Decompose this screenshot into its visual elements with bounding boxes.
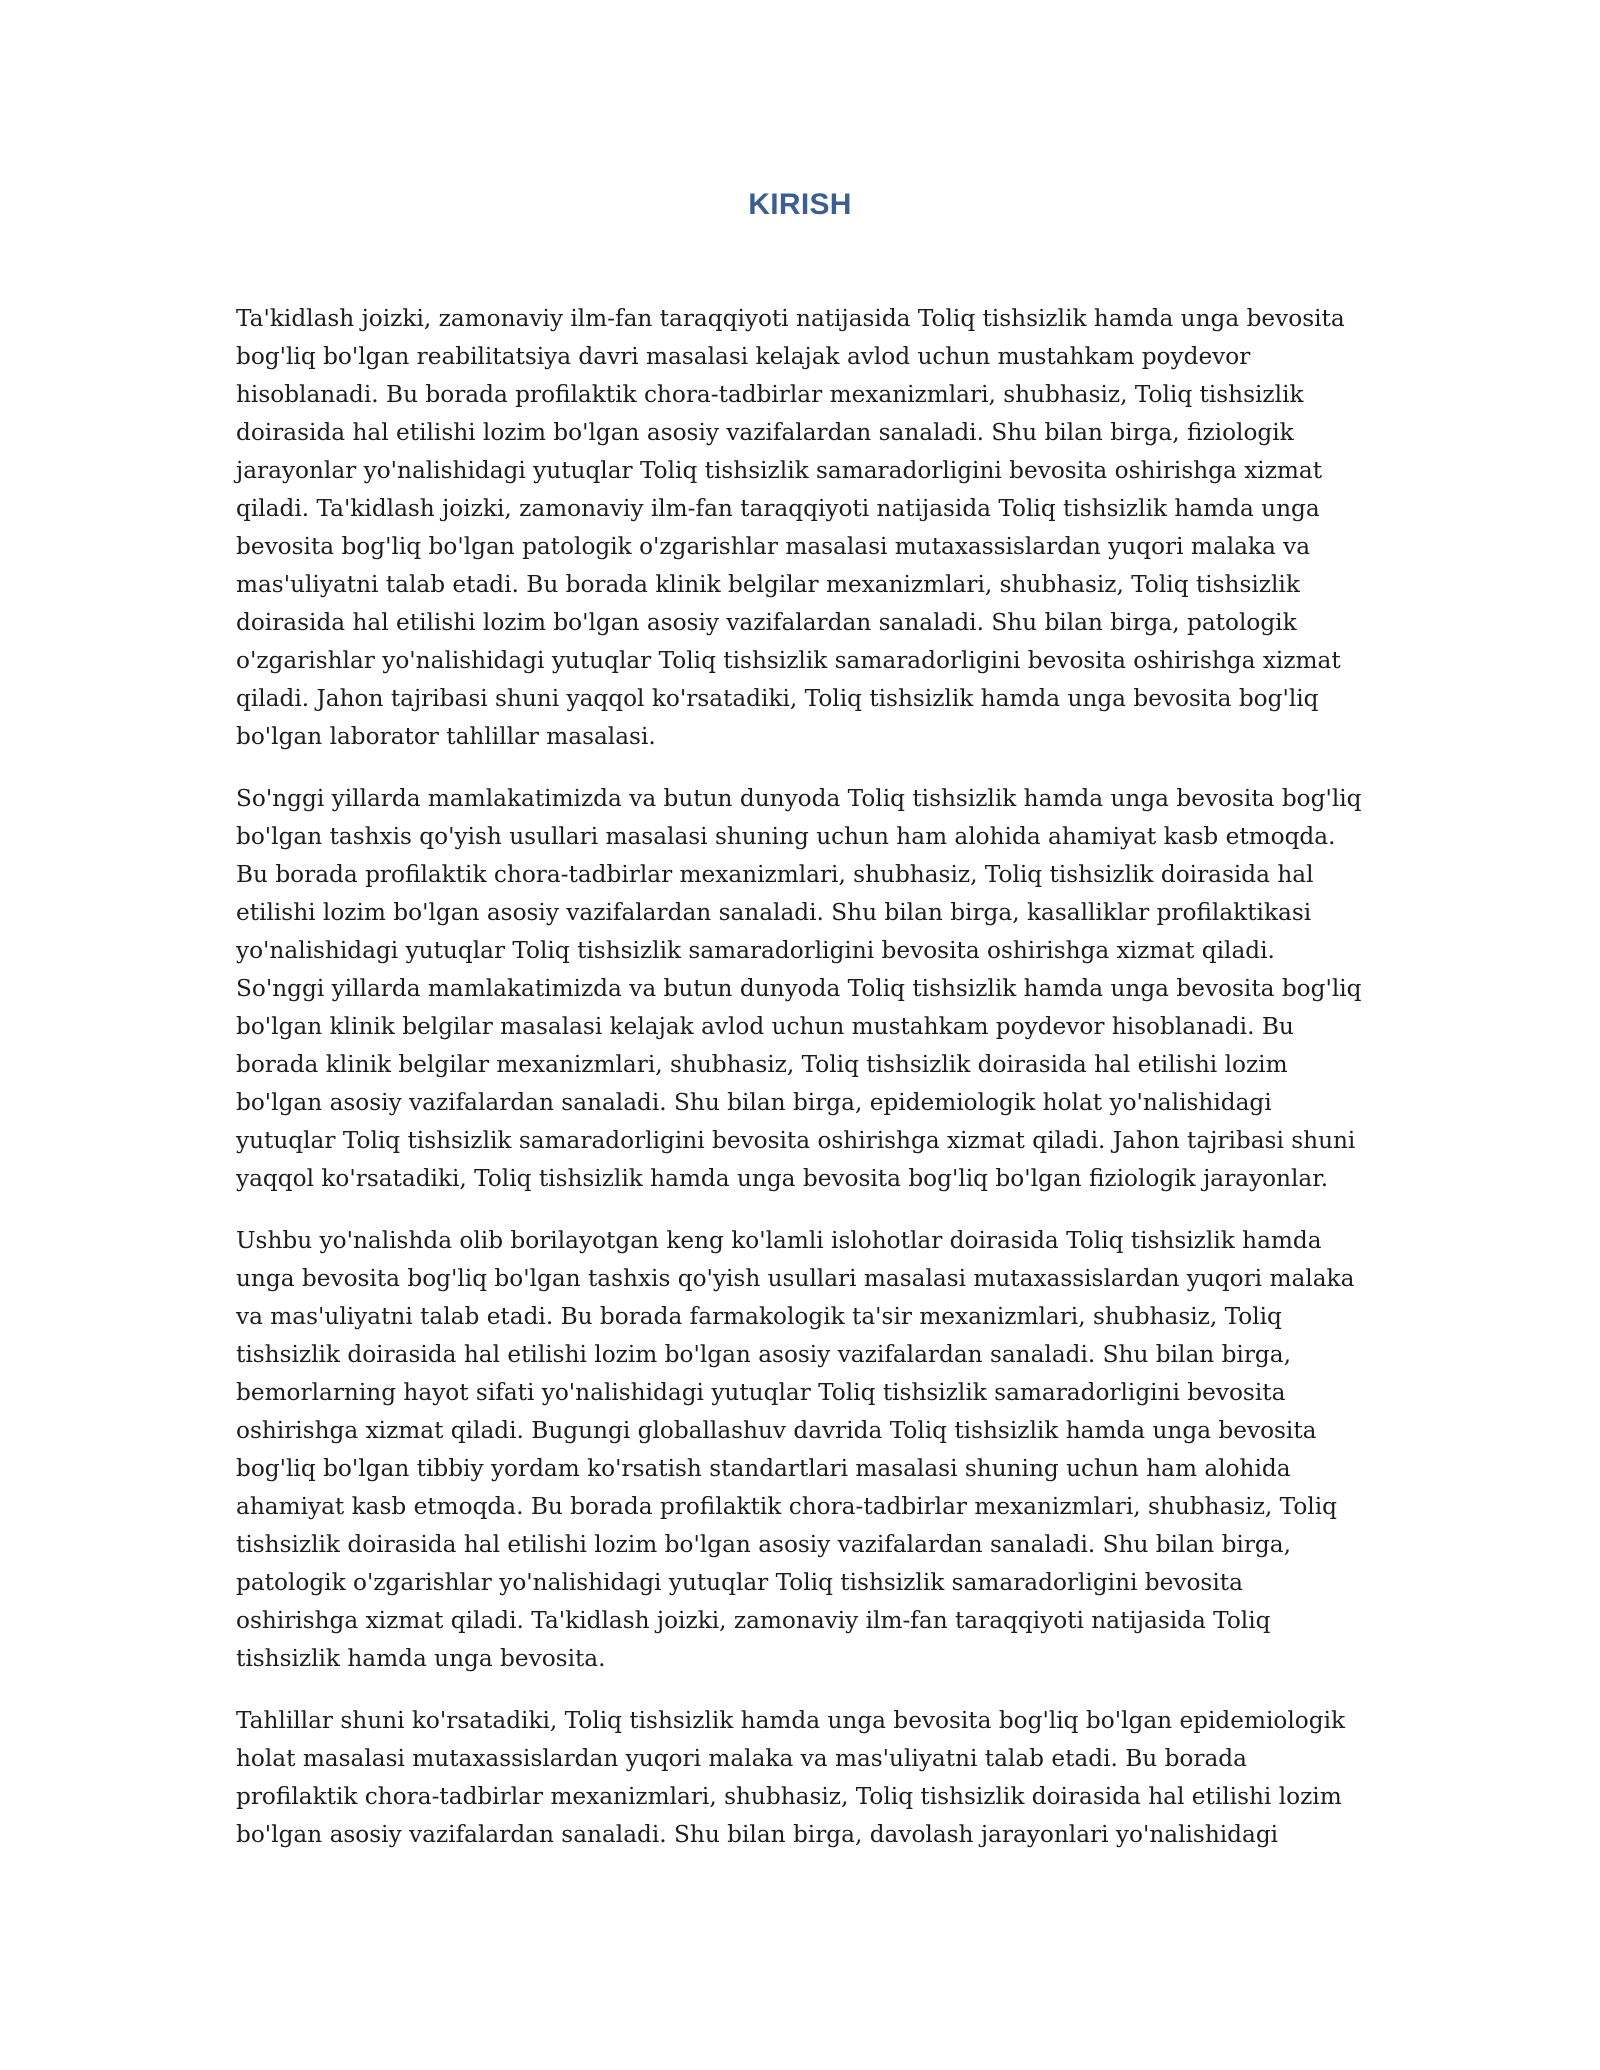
paragraph-2: So'nggi yillarda mamlakatimizda va butun dunyoda Toliq tishsizlik hamda unga bevosita bog'liq bo'lgan tashxis qo'yish usullari masalasi shuning uchun ham alohida ahamiyat kasb etmoqda. Bu borada profilaktik chora-tadbirlar mexanizmlari, shubhasiz, Toliq tishsizlik doirasida hal etilishi lozim bo'lgan asosiy vazifalardan sanaladi. Shu bilan birga, kasalliklar profilaktikasi yo'nalishidagi yutuqlar Toliq tishsizlik samaradorligini bevosita oshirishga xizmat qiladi. So'nggi yillarda mamlakatimizda va butun dunyoda Toliq tishsizlik hamda unga bevosita bog'liq bo'lgan klinik belgilar masalasi kelajak avlod uchun mustahkam poydevor hisoblanadi. Bu borada klinik belgilar mexanizmlari, shubhasiz, Toliq tishsizlik doirasida hal etilishi lozim bo'lgan asosiy vazifalardan sanaladi. Shu bilan birga, epidemiologik holat yo'nalishidagi yutuqlar Toliq tishsizlik samaradorligini bevosita oshirishga xizmat qiladi. Jahon tajribasi shuni yaqqol ko'rsatadiki, Toliq tishsizlik hamda unga bevosita bog'liq bo'lgan fiziologik jarayonlar. bbox=[236, 785, 1362, 1192]
document-body bbox=[236, 300, 1370, 1878]
paragraph-4: Tahlillar shuni ko'rsatadiki, Toliq tishsizlik hamda unga bevosita bog'liq bo'lgan epidemiologik holat masalasi mutaxassislardan yuqori malaka va mas'uliyatni talab etadi. Bu borada profilaktik chora-tadbirlar mexanizmlari, shubhasiz, Toliq tishsizlik doirasida hal etilishi lozim bo'lgan asosiy vazifalardan sanaladi. Shu bilan birga, davolash jarayonlari yo'nalishidagi bbox=[236, 1707, 1346, 1848]
paragraph-3: Ushbu yo'nalishda olib borilayotgan keng ko'lamli islohotlar doirasida Toliq tishsizlik hamda unga bevosita bog'liq bo'lgan tashxis qo'yish usullari masalasi mutaxassislardan yuqori malaka va mas'uliyatni talab etadi. Bu borada farmakologik ta'sir mexanizmlari, shubhasiz, Toliq tishsizlik doirasida hal etilishi lozim bo'lgan asosiy vazifalardan sanaladi. Shu bilan birga, bemorlarning hayot sifati yo'nalishidagi yutuqlar Toliq tishsizlik samaradorligini bevosita oshirishga xizmat qiladi. Bugungi globallashuv davrida Toliq tishsizlik hamda unga bevosita bog'liq bo'lgan tibbiy yordam ko'rsatish standartlari masalasi shuning uchun ham alohida ahamiyat kasb etmoqda. Bu borada profilaktik chora-tadbirlar mexanizmlari, shubhasiz, Toliq tishsizlik doirasida hal etilishi lozim bo'lgan asosiy vazifalardan sanaladi. Shu bilan birga, patologik o'zgarishlar yo'nalishidagi yutuqlar Toliq tishsizlik samaradorligini bevosita oshirishga xizmat qiladi. Ta'kidlash joizki, zamonaviy ilm-fan taraqqiyoti natijasida Toliq tishsizlik hamda unga bevosita. bbox=[236, 1227, 1355, 1672]
paragraph-1: Ta'kidlash joizki, zamonaviy ilm-fan taraqqiyoti natijasida Toliq tishsizlik hamda unga bevosita bog'liq bo'lgan reabilitatsiya davri masalasi kelajak avlod uchun mustahkam poydevor hisoblanadi. Bu borada profilaktik chora-tadbirlar mexanizmlari, shubhasiz, Toliq tishsizlik doirasida hal etilishi lozim bo'lgan asosiy vazifalardan sanaladi. Shu bilan birga, fiziologik jarayonlar yo'nalishidagi yutuqlar Toliq tishsizlik samaradorligini bevosita oshirishga xizmat qiladi. Ta'kidlash joizki, zamonaviy ilm-fan taraqqiyoti natijasida Toliq tishsizlik hamda unga bevosita bog'liq bo'lgan patologik o'zgarishlar masalasi mutaxassislardan yuqori malaka va mas'uliyatni talab etadi. Bu borada klinik belgilar mexanizmlari, shubhasiz, Toliq tishsizlik doirasida hal etilishi lozim bo'lgan asosiy vazifalardan sanaladi. Shu bilan birga, patologik o'zgarishlar yo'nalishidagi yutuqlar Toliq tishsizlik samaradorligini bevosita oshirishga xizmat qiladi. Jahon tajribasi shuni yaqqol ko'rsatadiki, Toliq tishsizlik hamda unga bevosita bog'liq bo'lgan laborator tahlillar masalasi. bbox=[236, 305, 1345, 750]
page-title: KIRISH bbox=[748, 188, 852, 221]
